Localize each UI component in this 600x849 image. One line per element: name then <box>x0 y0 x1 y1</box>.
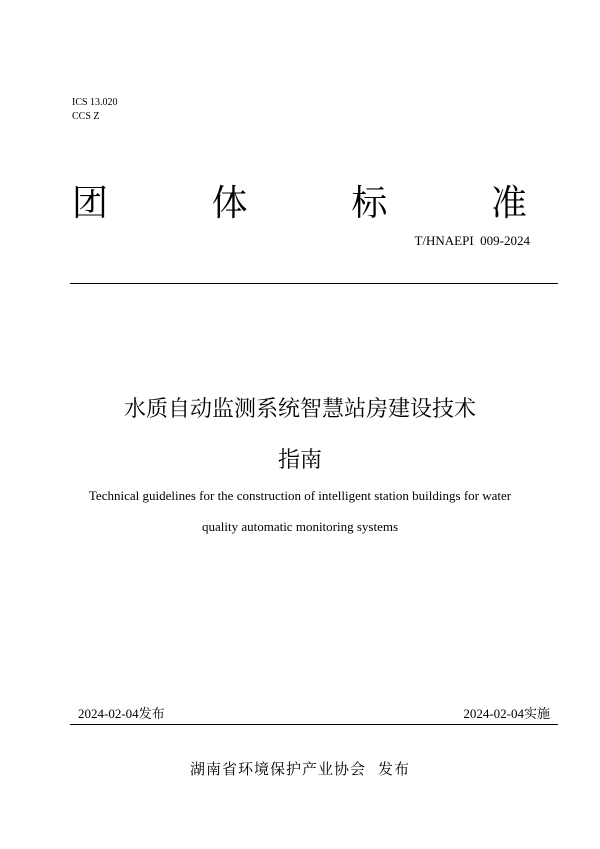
publisher-name: 湖南省环境保护产业协会 <box>189 760 366 778</box>
implementation-date: 2024-02-04实施 <box>463 706 550 721</box>
standard-type-char-4: 准 <box>490 183 527 224</box>
english-title-line-1: Technical guidelines for the construction of intelligent station buildings for water <box>88 488 512 503</box>
standard-type-char-1: 团 <box>72 183 109 224</box>
standard-type-heading <box>72 183 527 225</box>
issue-date: 2024-02-04发布 <box>78 706 165 721</box>
publisher-action: 发布 <box>378 760 411 778</box>
standard-type-char-2: 体 <box>211 183 248 224</box>
top-divider <box>70 283 558 284</box>
publisher-line <box>0 759 600 779</box>
standard-type-char-3: 标 <box>351 183 388 224</box>
classification-codes <box>72 96 118 124</box>
ics-code: ICS 13.020 <box>72 97 118 108</box>
bottom-divider <box>70 724 558 725</box>
chinese-title-line-2: 指南 <box>277 448 322 473</box>
standard-number: T/HNAEPI 009-2024 <box>414 233 530 248</box>
english-title-line-2: quality automatic monitoring systems <box>201 519 399 534</box>
chinese-title-line-1: 水质自动监测系统智慧站房建设技术 <box>123 397 476 422</box>
ccs-code: CCS Z <box>72 111 100 122</box>
